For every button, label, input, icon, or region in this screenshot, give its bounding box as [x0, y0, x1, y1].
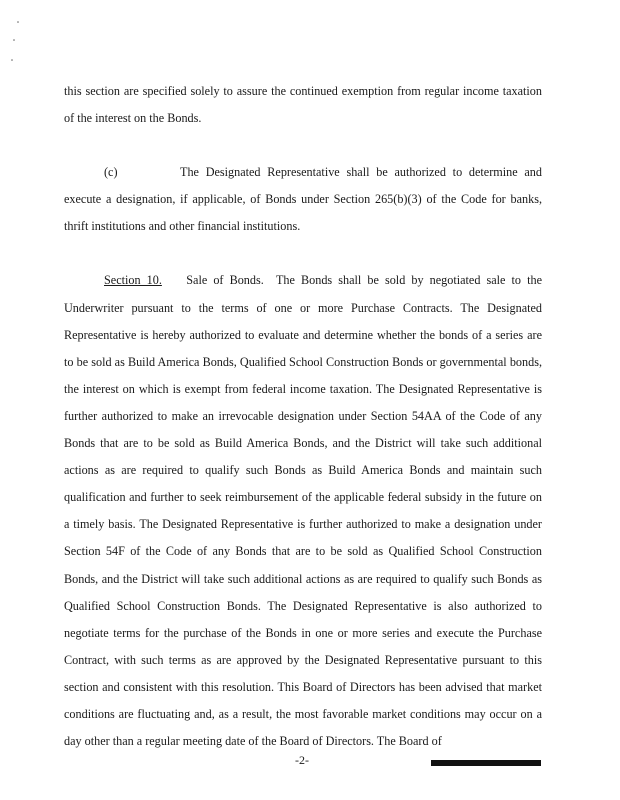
- section-text: The Bonds shall be sold by negotiated sale to the Underwriter pursuant to the terms of one or more Purchase Contracts. The Designated Representative is hereby authorized to evaluate and determine whether the bonds of a series are to be sold as Build America Bonds, Qualified School Construction Bonds or governmental bonds, the interest on which is exempt from federal income taxation. The Designated Representative is further authorized to make an irrevocable designation under Section 54AA of the Code of any Bonds that are to be sold as Build America Bonds, and the District will take such additional actions as are required to qualify such Bonds as Build America Bonds and maintain such qualification and further to seek reimbursement of the applicable federal subsidy in the future on a timely basis. The Designated Representative is further authorized to make a designation under Section 54F of the Code of any Bonds that are to be sold as Qualified School Construction Bonds, and the District will take such additional actions as are required to qualify such Bonds as Qualified School Construction Bonds. The Designated Representative is also authorized to negotiate terms for the purchase of the Bonds in one or more series and execute the Purchase Contract, with such terms as are approved by the Designated Representative pursuant to this section and consistent with this resolution. This Board of Directors has been advised that market conditions are fluctuating and, as a result, the most favorable market conditions may occur on a day other than a regular meeting date of the Board of Directors. The Board of: [64, 273, 543, 749]
- redaction-bar: [431, 760, 541, 766]
- section-10-paragraph: [64, 267, 542, 755]
- subsection-label: (c): [104, 165, 118, 180]
- continued-paragraph: this section are specified solely to assure the continued exemption from regular income taxation of the interest on the Bonds.: [64, 84, 542, 126]
- section-title: Sale of Bonds.: [186, 273, 264, 288]
- section-label: Section 10.: [104, 273, 162, 288]
- body-text: [64, 78, 542, 755]
- paragraph-c-text: The Designated Representative shall be authorized to determine and execute a designation, if applicable, of Bonds under Section 265(b)(3) of the Code for banks, thrift institutions and other financial institutions.: [64, 165, 542, 234]
- page-number: -2-: [295, 753, 309, 767]
- paragraph-c: [64, 159, 542, 240]
